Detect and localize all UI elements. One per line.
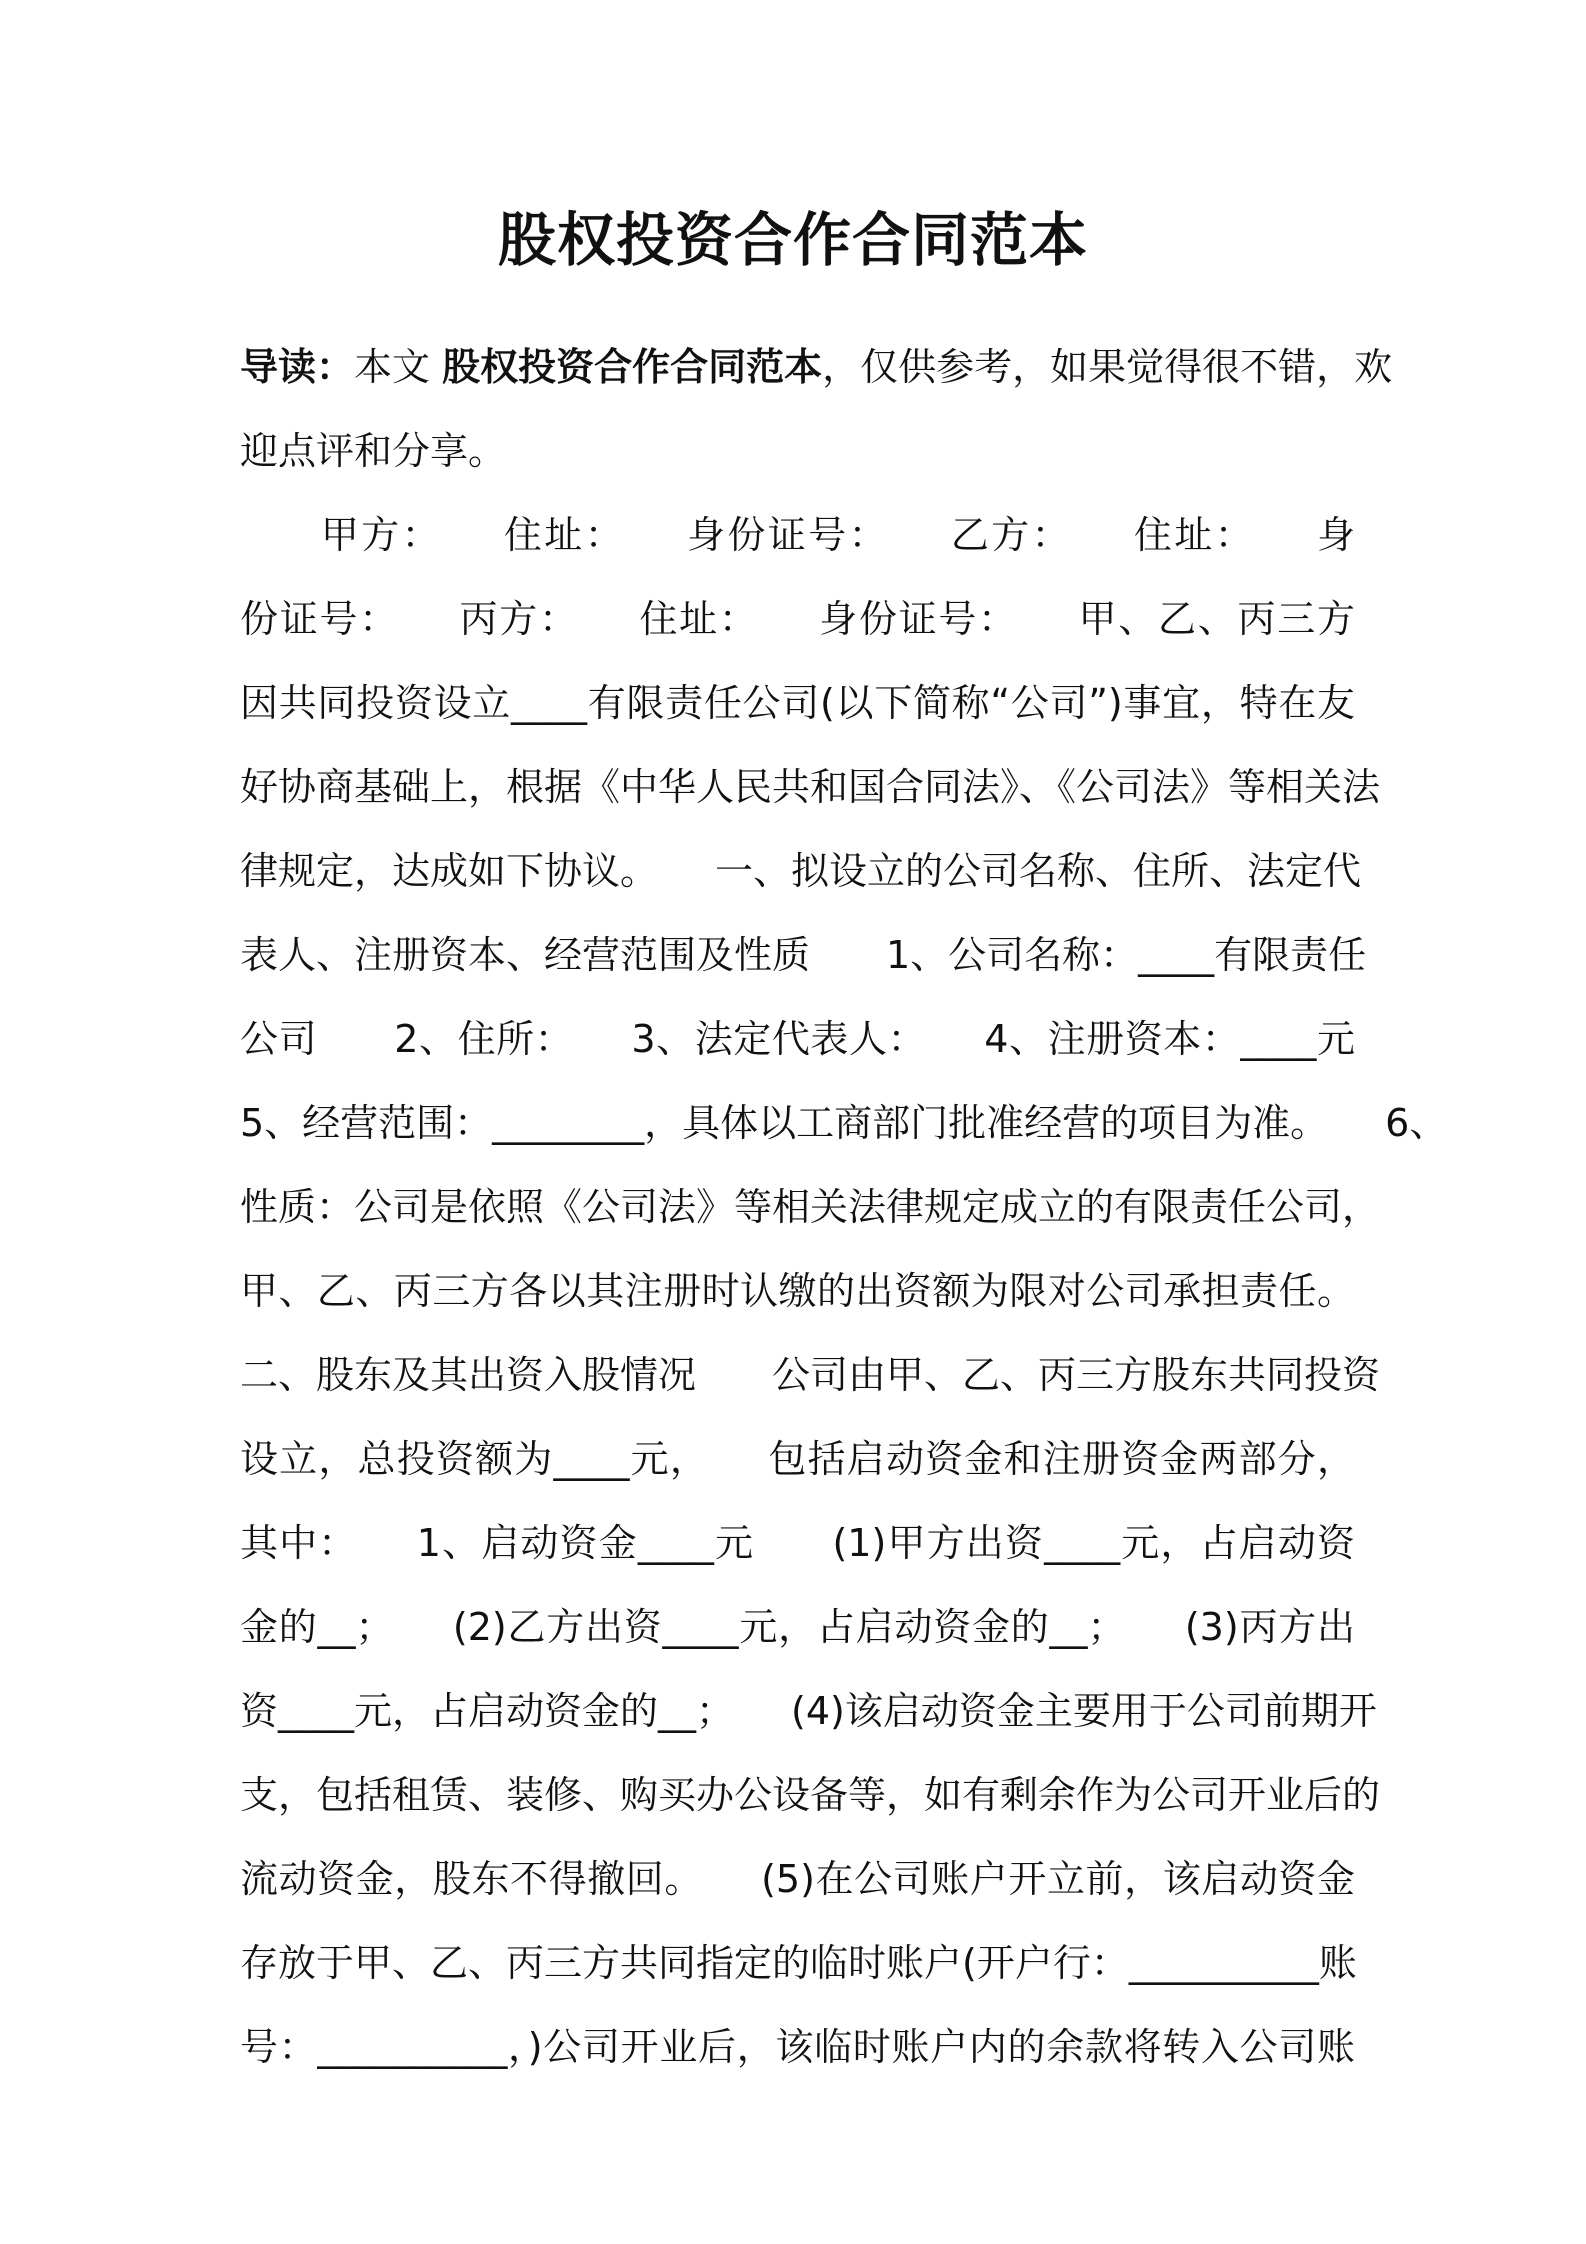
- body-line: 存放于甲、乙、丙三方共同指定的临时账户(开户行：__________账: [240, 1941, 1357, 1985]
- intro-label: 导读：: [240, 345, 355, 389]
- body-line: 二、股东及其出资入股情况 公司由甲、乙、丙三方股东共同投资: [240, 1353, 1381, 1397]
- body-line: 金的__； (2)乙方出资____元，占启动资金的__； (3)丙方出: [240, 1605, 1355, 1649]
- intro-line-1: [240, 325, 1393, 409]
- body-line: 设立，总投资额为____元， 包括启动资金和注册资金两部分，: [240, 1437, 1355, 1481]
- body-line: 支，包括租赁、装修、购买办公设备等，如有剩余作为公司开业后的: [240, 1773, 1381, 1817]
- intro-post: ，仅供参考，如果觉得很不错，欢: [822, 345, 1393, 389]
- intro-bold-title: 股权投资合作合同范本: [442, 345, 823, 389]
- body-line: 其中： 1、启动资金____元 (1)甲方出资____元，占启动资: [240, 1521, 1355, 1565]
- body-line: 公司 2、住所： 3、法定代表人： 4、注册资本：____元: [240, 1017, 1355, 1061]
- intro-line-2: 迎点评和分享。: [240, 429, 507, 473]
- body-line: 好协商基础上，根据《中华人民共和国合同法》、《公司法》等相关法: [240, 765, 1381, 809]
- body-line: 性质：公司是依照《公司法》等相关法律规定成立的有限责任公司，: [240, 1185, 1381, 1229]
- body-line: 号：__________，)公司开业后，该临时账户内的余款将转入公司账: [240, 2025, 1355, 2069]
- body-line: 流动资金，股东不得撤回。 (5)在公司账户开立前，该启动资金: [240, 1857, 1355, 1901]
- body-line: 甲、乙、丙三方各以其注册时认缴的出资额为限对公司承担责任。: [240, 1269, 1355, 1313]
- body-line: 甲方： 住址： 身份证号： 乙方： 住址： 身: [240, 513, 1355, 557]
- body-line: 律规定，达成如下协议。 一、拟设立的公司名称、住所、法定代: [240, 849, 1362, 893]
- body-line: 表人、注册资本、经营范围及性质 1、公司名称：____有限责任: [240, 933, 1367, 977]
- intro-pre: 本文: [354, 345, 443, 389]
- body-line: 5、经营范围：________，具体以工商部门批准经营的项目为准。 6、: [240, 1101, 1448, 1145]
- body-line: 因共同投资设立____有限责任公司(以下简称“公司”)事宜，特在友: [240, 681, 1355, 725]
- document-title: 股权投资合作合同范本: [497, 206, 1088, 274]
- body-line: 资____元，占启动资金的__； (4)该启动资金主要用于公司前期开: [240, 1689, 1377, 1733]
- body-line: 份证号： 丙方： 住址： 身份证号： 甲、乙、丙三方: [240, 597, 1355, 641]
